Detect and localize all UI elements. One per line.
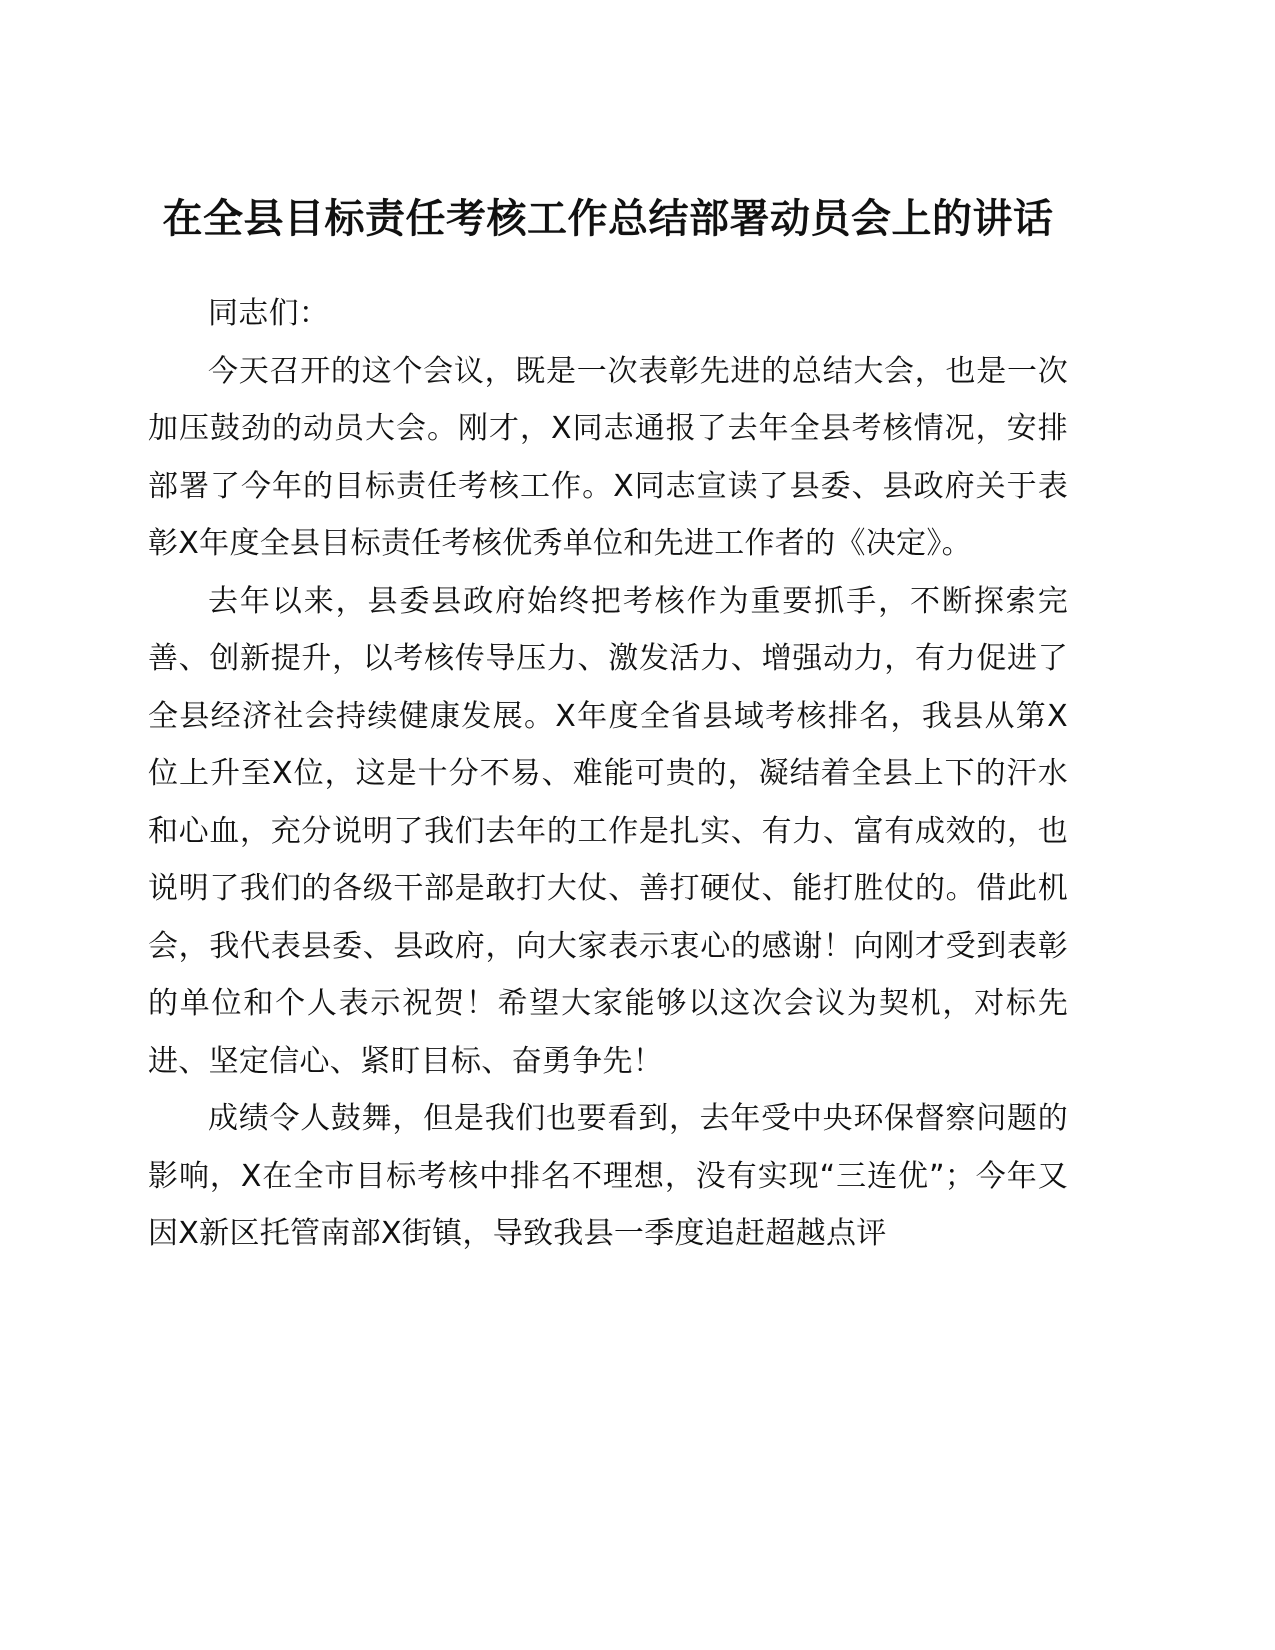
paragraph-1: 今天召开的这个会议，既是一次表彰先进的总结大会，也是一次加压鼓劲的动员大会。刚才，X同志通报了去年全县考核情况，安排部署了今年的目标责任考核工作。X同志宣读了县委、县政府关于表彰X年度全县目标责任考核优秀单位和先进工作者的《决定》。 [148, 353, 1068, 561]
document-title: 在全县目标责任考核工作总结部署动员会上的讲话 [162, 196, 1054, 242]
document-page [148, 190, 1068, 1263]
salutation: 同志们： [208, 296, 330, 331]
paragraph-2: 去年以来，县委县政府始终把考核作为重要抓手，不断探索完善、创新提升，以考核传导压力、激发活力、增强动力，有力促进了全县经济社会持续健康发展。X年度全省县域考核排名，我县从第X位上升至X位，这是十分不易、难能可贵的，凝结着全县上下的汗水和心血，充分说明了我们去年的工作是扎实、有力、富有成效的，也说明了我们的各级干部是敢打大仗、善打硬仗、能打胜仗的。借此机会，我代表县委、县政府，向大家表示衷心的感谢！向刚才受到表彰的单位和个人表示祝贺！希望大家能够以这次会议为契机，对标先进、坚定信心、紧盯目标、奋勇争先！ [148, 583, 1068, 1079]
document-body [148, 285, 1068, 1263]
paragraph-3: 成绩令人鼓舞，但是我们也要看到，去年受中央环保督察问题的影响，X在全市目标考核中排名不理想，没有实现“三连优”；今年又因X新区托管南部X街镇，导致我县一季度追赶超越点评 [148, 1101, 1068, 1251]
